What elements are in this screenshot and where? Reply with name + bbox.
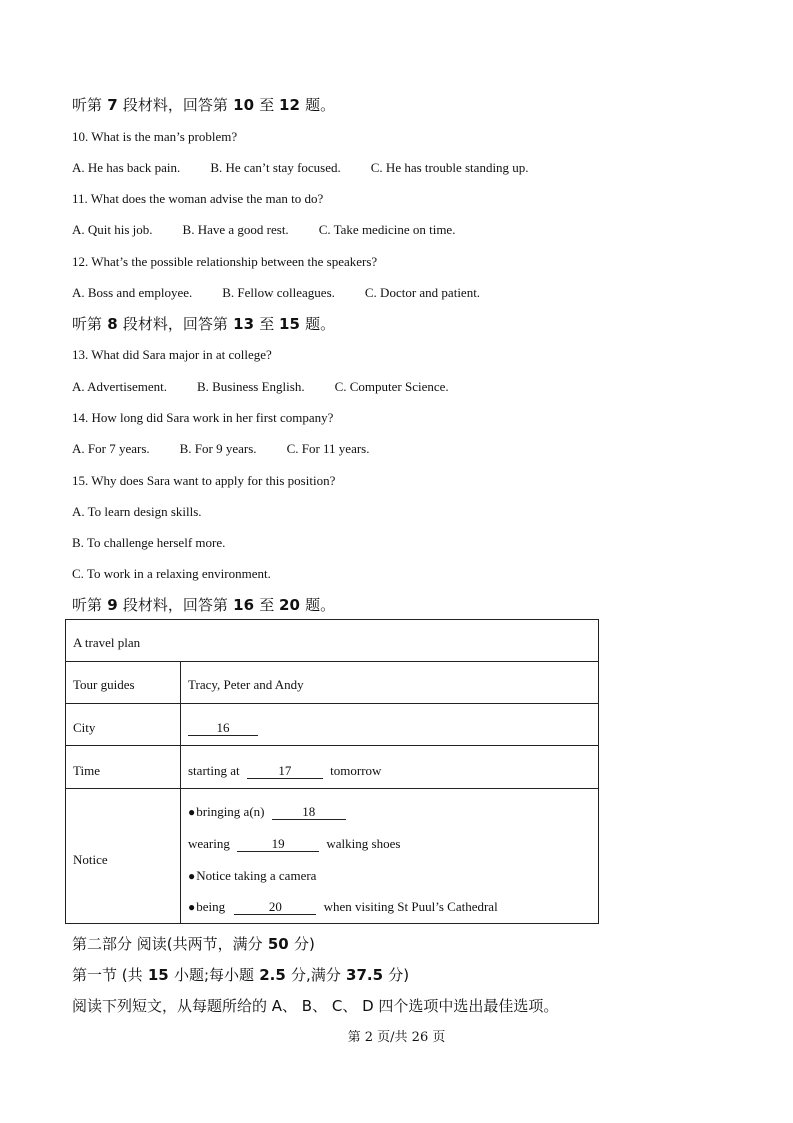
section-9-heading xyxy=(72,596,335,614)
notice-item-4 xyxy=(188,898,498,916)
blank-19: 19 xyxy=(237,837,319,852)
heading-text: 分) xyxy=(293,935,315,953)
option-b: B. Have a good rest. xyxy=(182,222,289,237)
notice-text: walking shoes xyxy=(326,836,401,851)
heading-text: 至 xyxy=(259,596,280,614)
table-row-tour-guides xyxy=(66,661,598,704)
time-text: starting at xyxy=(188,763,240,778)
heading-text: 听第 xyxy=(72,596,103,614)
table-row-notice xyxy=(66,788,598,925)
time-text: tomorrow xyxy=(330,763,382,778)
option-c: C. Computer Science. xyxy=(334,379,449,394)
question-14: 14. How long did Sara work in her first company? xyxy=(72,410,334,425)
heading-text: 第一节 (共 xyxy=(72,966,143,984)
option-a: A. Advertisement. xyxy=(72,379,167,394)
notice-text: when visiting St Puul’s Cathedral xyxy=(323,899,498,914)
question-10-options xyxy=(72,159,529,177)
tour-guides-value: Tracy, Peter and Andy xyxy=(188,677,304,692)
heading-text: 分,满分 xyxy=(291,966,341,984)
option-b: B. For 9 years. xyxy=(179,441,257,456)
heading-text: 听第 xyxy=(72,315,103,333)
table-row-time xyxy=(66,745,598,789)
table-title: A travel plan xyxy=(73,635,141,650)
heading-text: 至 xyxy=(259,96,280,114)
notice-text: bringing a(n) xyxy=(196,804,265,819)
heading-text: 段材料，回答第 xyxy=(122,315,228,333)
table-row-city xyxy=(66,703,598,746)
heading-number: 50 xyxy=(262,935,294,953)
section-7-heading xyxy=(72,96,335,114)
section-1-title xyxy=(72,966,409,984)
option-b: B. Business English. xyxy=(196,379,305,394)
option-c: C. To work in a relaxing environment. xyxy=(72,566,271,581)
blank-20: 20 xyxy=(234,900,316,915)
travel-plan-table xyxy=(65,619,599,924)
heading-number: 16 xyxy=(227,596,260,614)
notice-text: Notice taking a camera xyxy=(196,868,317,883)
option-a: A. To learn design skills. xyxy=(72,504,202,519)
option-c: C. Take medicine on time. xyxy=(318,222,456,237)
question-14-options xyxy=(72,440,370,458)
tour-guides-label: Tour guides xyxy=(73,677,135,692)
heading-number: 13 xyxy=(227,315,260,333)
blank-16: 16 xyxy=(188,721,258,736)
heading-text: 小题;每小题 xyxy=(173,966,255,984)
heading-text: 分) xyxy=(388,966,410,984)
time-value xyxy=(188,762,381,780)
blank-17: 17 xyxy=(247,764,323,779)
question-13-options xyxy=(72,378,449,396)
heading-number: 15 xyxy=(279,315,306,333)
heading-text: 听第 xyxy=(72,96,103,114)
question-11-options xyxy=(72,221,455,239)
option-a: A. He has back pain. xyxy=(72,160,181,175)
question-13: 13. What did Sara major in at college? xyxy=(72,347,272,362)
bullet-icon: ● xyxy=(188,805,196,819)
heading-number: 10 xyxy=(227,96,260,114)
question-12: 12. What’s the possible relationship between the speakers? xyxy=(72,254,378,269)
option-b: B. Fellow colleagues. xyxy=(222,285,335,300)
option-a: A. Boss and employee. xyxy=(72,285,193,300)
option-a: A. Quit his job. xyxy=(72,222,153,237)
notice-text: wearing xyxy=(188,836,230,851)
question-10: 10. What is the man’s problem? xyxy=(72,129,238,144)
heading-text: 段材料，回答第 xyxy=(122,96,228,114)
notice-item-2 xyxy=(188,835,400,853)
bullet-icon: ● xyxy=(188,900,196,914)
blank-18: 18 xyxy=(272,805,346,820)
bullet-icon: ● xyxy=(188,869,196,883)
heading-number: 15 xyxy=(142,966,174,984)
heading-text: 第二部分 阅读(共两节，满分 xyxy=(72,935,263,953)
city-value xyxy=(188,719,258,737)
heading-text: 题。 xyxy=(305,596,336,614)
notice-item-3 xyxy=(188,867,316,885)
page-number: 第 2 页/共 26 页 xyxy=(347,1030,446,1045)
notice-text: being xyxy=(196,899,226,914)
table-row-title xyxy=(66,620,598,662)
heading-text: 至 xyxy=(259,315,280,333)
heading-number: 8 xyxy=(102,315,123,333)
heading-text: 题。 xyxy=(305,96,336,114)
heading-number: 37.5 xyxy=(340,966,389,984)
heading-number: 9 xyxy=(102,596,123,614)
notice-item-1 xyxy=(188,803,346,821)
part-2-title xyxy=(72,935,315,953)
city-label: City xyxy=(73,720,96,735)
option-b: B. To challenge herself more. xyxy=(72,535,226,550)
option-c: C. He has trouble standing up. xyxy=(370,160,529,175)
option-c: C. Doctor and patient. xyxy=(364,285,481,300)
time-label: Time xyxy=(73,763,100,778)
section-8-heading xyxy=(72,315,335,333)
question-12-options xyxy=(72,284,480,302)
option-a: A. For 7 years. xyxy=(72,441,150,456)
heading-text: 题。 xyxy=(305,315,336,333)
option-c: C. For 11 years. xyxy=(286,441,370,456)
heading-number: 7 xyxy=(102,96,123,114)
heading-number: 2.5 xyxy=(254,966,292,984)
heading-text: 段材料，回答第 xyxy=(122,596,228,614)
heading-number: 12 xyxy=(279,96,306,114)
heading-number: 20 xyxy=(279,596,306,614)
option-b: B. He can’t stay focused. xyxy=(210,160,341,175)
reading-instruction: 阅读下列短文，从每题所给的 A、 B、 C、 D 四个选项中选出最佳选项。 xyxy=(72,997,559,1015)
question-15: 15. Why does Sara want to apply for this position? xyxy=(72,473,336,488)
question-11: 11. What does the woman advise the man to do? xyxy=(72,191,324,206)
notice-label: Notice xyxy=(73,852,108,867)
